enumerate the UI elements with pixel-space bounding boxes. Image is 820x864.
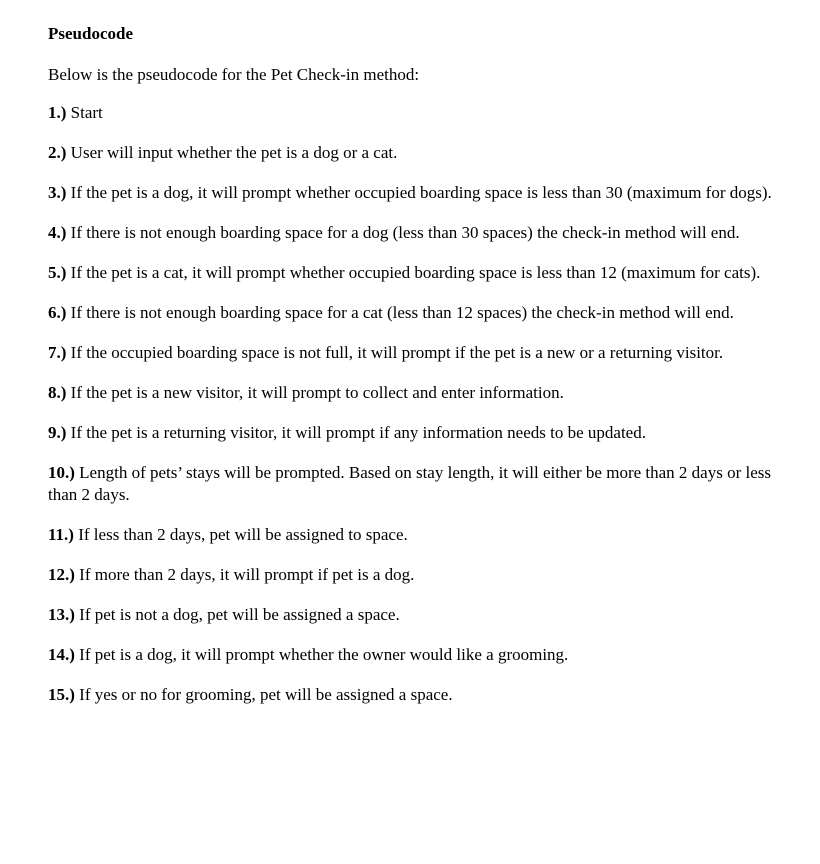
step-number: 10.): [48, 463, 75, 482]
page-title: Pseudocode: [48, 24, 133, 43]
step-3: [48, 182, 778, 204]
step-number: 1.): [48, 103, 67, 122]
step-number: 5.): [48, 263, 67, 282]
step-10: [48, 462, 778, 506]
step-number: 12.): [48, 565, 75, 584]
step-text: If the pet is a returning visitor, it will prompt if any information needs to be updated.: [70, 423, 646, 442]
step-number: 9.): [48, 423, 67, 442]
step-5: [48, 262, 778, 284]
step-number: 2.): [48, 143, 67, 162]
step-text: If there is not enough boarding space for a cat (less than 12 spaces) the check-in method will end.: [70, 303, 734, 322]
pseudocode-steps: [48, 102, 778, 706]
step-number: 11.): [48, 525, 74, 544]
step-2: [48, 142, 778, 164]
step-text: If pet is a dog, it will prompt whether the owner would like a grooming.: [79, 645, 569, 664]
step-text: If yes or no for grooming, pet will be assigned a space.: [79, 685, 453, 704]
step-text: If the pet is a cat, it will prompt whether occupied boarding space is less than 12 (maximum for cats).: [70, 263, 761, 282]
step-number: 13.): [48, 605, 75, 624]
step-6: [48, 302, 778, 324]
step-1: [48, 102, 778, 124]
step-number: 15.): [48, 685, 75, 704]
step-9: [48, 422, 778, 444]
step-text: If less than 2 days, pet will be assigned to space.: [78, 525, 408, 544]
step-7: [48, 342, 778, 364]
step-14: [48, 644, 778, 666]
step-text: If more than 2 days, it will prompt if pet is a dog.: [79, 565, 415, 584]
step-text: Length of pets’ stays will be prompted. Based on stay length, it will either be more than 2 days or less than 2 days.: [48, 463, 771, 504]
step-text: Start: [70, 103, 103, 122]
step-number: 7.): [48, 343, 67, 362]
step-number: 4.): [48, 223, 67, 242]
step-12: [48, 564, 778, 586]
step-11: [48, 524, 778, 546]
step-text: If pet is not a dog, pet will be assigned a space.: [79, 605, 400, 624]
step-text: If the occupied boarding space is not full, it will prompt if the pet is a new or a returning visitor.: [70, 343, 724, 362]
step-number: 3.): [48, 183, 67, 202]
intro-paragraph: Below is the pseudocode for the Pet Check-in method:: [48, 65, 420, 84]
step-13: [48, 604, 778, 626]
step-text: If there is not enough boarding space for a dog (less than 30 spaces) the check-in method will end.: [70, 223, 740, 242]
step-number: 14.): [48, 645, 75, 664]
step-text: User will input whether the pet is a dog or a cat.: [70, 143, 398, 162]
document-page: [48, 22, 778, 724]
step-15: [48, 684, 778, 706]
step-text: If the pet is a dog, it will prompt whether occupied boarding space is less than 30 (maximum for dogs).: [70, 183, 772, 202]
step-number: 8.): [48, 383, 67, 402]
step-number: 6.): [48, 303, 67, 322]
step-4: [48, 222, 778, 244]
step-8: [48, 382, 778, 404]
step-text: If the pet is a new visitor, it will prompt to collect and enter information.: [70, 383, 564, 402]
